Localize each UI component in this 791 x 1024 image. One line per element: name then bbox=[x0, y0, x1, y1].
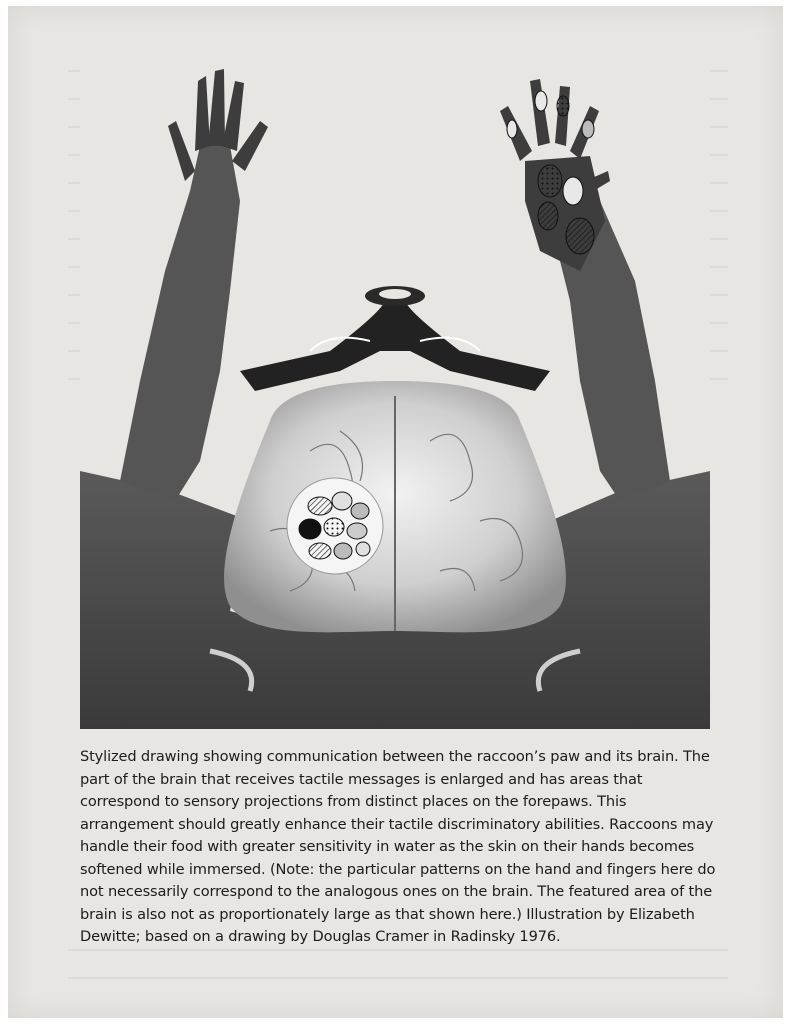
raccoon-paw-brain-illustration bbox=[80, 51, 710, 731]
bleed-through-text-bottom bbox=[68, 941, 728, 1001]
book-page bbox=[8, 6, 783, 1018]
figure-caption: Stylized drawing showing communication between the raccoon’s paw and its brain. The part of the brain that receives tactile messages is enlarged and has areas that correspond to sensory projections from distinct places on the forepaws. This arrangement should greatly enhance their tactile discriminatory abilities. Raccoons may handle their food with greater sensitivity in water as the skin on their hands becomes softened while immersed. (Note: the particular patterns on the hand and fingers here do not necessarily correspond to the analogous ones on the brain. The featured area of the brain is also not as proportionately large as that shown here.) Illustration by Elizabeth Dewitte; based on a drawing by Douglas Cramer in Radinsky 1976. bbox=[80, 748, 716, 945]
